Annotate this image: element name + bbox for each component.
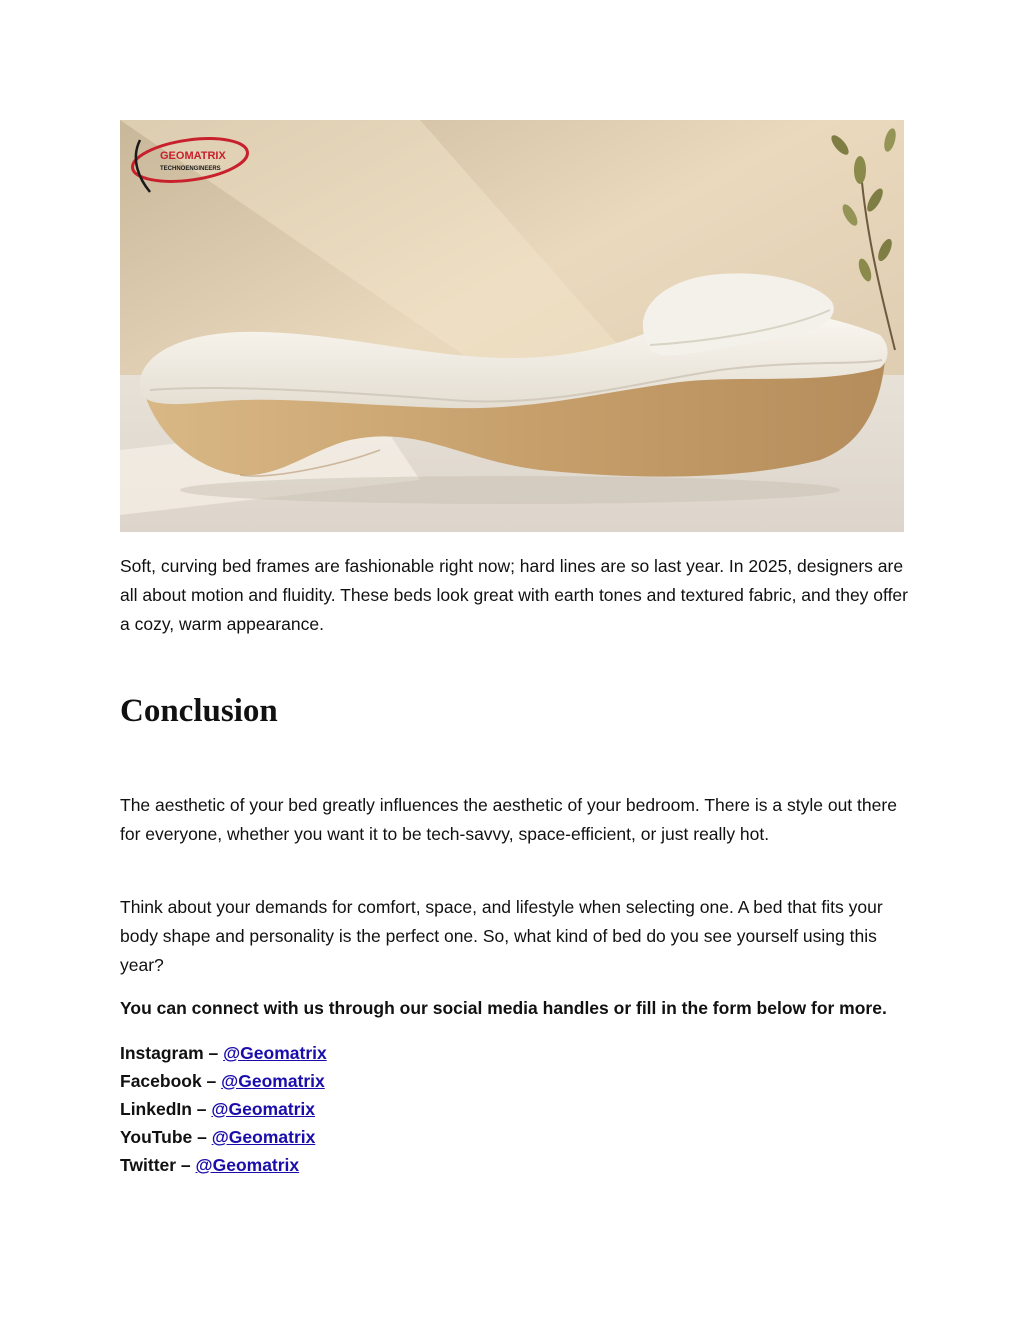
curved-bed-illustration: [120, 120, 904, 532]
social-row-linkedin: [120, 1095, 720, 1123]
social-row-twitter: [120, 1151, 720, 1179]
logo-tagline: TECHNOENGINEERS: [160, 166, 221, 172]
social-links: [120, 1039, 720, 1179]
logo-name: GEOMATRIX: [160, 150, 226, 162]
conclusion-heading: Conclusion: [120, 693, 278, 729]
social-label: Facebook –: [120, 1071, 222, 1091]
instagram-link[interactable]: @Geomatrix: [223, 1043, 327, 1063]
social-label: Twitter –: [120, 1155, 196, 1175]
intro-paragraph: Soft, curving bed frames are fashionable right now; hard lines are so last year. In 2025, designers are all about motion and fluidity. These beds look great with earth tones and textured fabric, and they offer a cozy, warm appearance.: [120, 556, 908, 634]
social-label: Instagram –: [120, 1043, 224, 1063]
social-label: YouTube –: [120, 1127, 212, 1147]
social-row-instagram: [120, 1039, 720, 1067]
twitter-link[interactable]: @Geomatrix: [195, 1155, 300, 1175]
conclusion-paragraph-2: Think about your demands for comfort, space, and lifestyle when selecting one. A bed that fits your body shape and personality is the perfect one. So, what kind of bed do you see yourself using this year?: [120, 897, 883, 975]
conclusion-paragraph-1: The aesthetic of your bed greatly influences the aesthetic of your bedroom. There is a style out there for everyone, whether you want it to be tech-savvy, space-efficient, or just really hot.: [120, 795, 897, 844]
call-to-action: You can connect with us through our social media handles or fill in the form below for more.: [120, 998, 887, 1018]
facebook-link[interactable]: @Geomatrix: [221, 1071, 325, 1091]
social-label: LinkedIn –: [120, 1099, 212, 1119]
youtube-link[interactable]: @Geomatrix: [211, 1127, 316, 1147]
hero-image: [120, 120, 904, 532]
social-row-youtube: [120, 1123, 720, 1151]
social-row-facebook: [120, 1067, 720, 1095]
linkedin-link[interactable]: @Geomatrix: [211, 1099, 316, 1119]
